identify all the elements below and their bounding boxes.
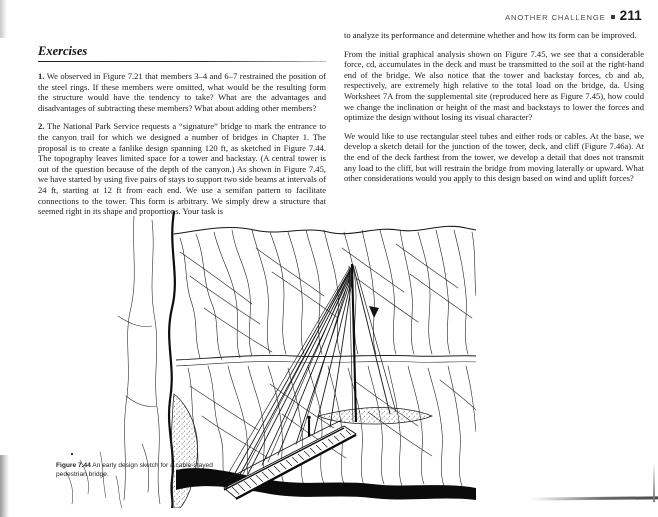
scan-spine-shadow-top [0, 0, 7, 38]
mid-ledge-line [176, 355, 476, 360]
exercise-text: The National Park Service requests a “signature” bridge to mark the entrance to the canyon trail for which we designed a number of bridges in Chapter 1. The proposal is to create a fanlike design spanning 120 ft, as sketched in Figure 7.44. The topography leaves limited space for a tower and backstay. (A central tower is out of the question because of the depth of the canyon.) As shown in Figure 7.45, we have started by using five pairs of stays to support two side beams at intervals of 24 ft, starting at 12 ft from each end. We use a semifan pattern to facilitate connections to the tower. This form is arbitrary. We simply drew a structure that seemed right in its shape and proportions. Your task is [38, 121, 327, 217]
rock-face-fractures-upper [180, 230, 476, 360]
ink-speck [71, 453, 73, 455]
left-column [38, 0, 326, 225]
mid-ledge-line-shadow [176, 361, 476, 366]
exercise-item [38, 71, 326, 113]
exercise-text: We observed in Figure 7.21 that members 3–4 and 6–7 restrained the position of the steel rings. If these members were omitted, what would be the resulting form the structure would have the tendency to take? What are the advantages and disadvantages of subtracting these members? What about adding other members? [38, 71, 327, 113]
ledge-soil-right [318, 407, 432, 424]
scan-spine-shadow-bottom [0, 455, 9, 517]
body-paragraph: From the initial graphical analysis shown on Figure 7.45, we see that a considerable force, cd, accumulates in the deck and must be transmitted to the soil at the right-hand end of the bridge. We also notice that the tower and backstay forces, cb and ab, respectively, are extremely high relative to the total load on the bridge, da. Using Worksheet 7A from the supplemental site (reproduced here as Figure 7.45), how could we change the inclination or height of the mast and backstays to lower the forces and optimize the design without losing its visual character? [344, 48, 644, 123]
deck-top-edge [224, 428, 344, 490]
canyon-rim-contour [174, 226, 476, 234]
human-figure-scale [307, 416, 310, 436]
scan-page-edge-bottom [530, 496, 658, 500]
backstay-anchor-marker [369, 306, 379, 318]
exercise-number: 1. [38, 71, 45, 81]
running-head-title: ANOTHER CHALLENGE [505, 13, 606, 22]
section-heading-exercises: Exercises [38, 44, 88, 58]
talus-soil-left [171, 394, 197, 508]
scan-page-edge-right [653, 462, 655, 502]
figure-caption-text: An early design sketch for a cable-stayed pedestrian bridge. [56, 462, 213, 479]
figure-caption [56, 461, 228, 479]
figure-caption-label: Figure 7.44 [56, 462, 91, 469]
body-paragraph: to analyze its performance and determine whether and how its form can be improved. [344, 30, 637, 40]
section-heading-rule [38, 61, 326, 62]
page-number: 211 [619, 8, 642, 23]
right-column [344, 0, 644, 192]
body-paragraph: We would like to use rectangular steel tubes and either rods or cables. At the base, we develop a sketch detail for the junction of the tower, deck, and cliff (Figure 7.46a). At the end of the deck farthest from the tower, we develop a detail that does not transmit any load to the cliff, but will restrain the bridge from moving laterally or upward. What other considerations would you apply to this design based on wind and uplift forces? [344, 130, 644, 184]
figure-7-44 [56, 208, 476, 508]
exercise-number: 2. [38, 121, 45, 132]
exercise-item [38, 121, 326, 216]
